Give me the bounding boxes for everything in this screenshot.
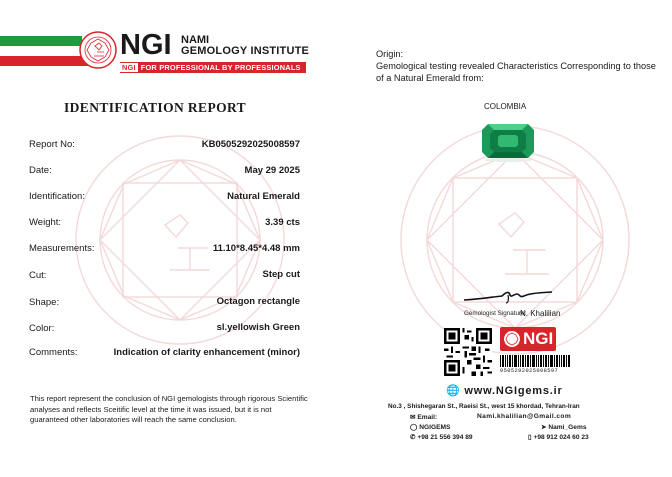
institute-name-line2: GEMOLOGY INSTITUTE xyxy=(181,45,310,57)
instagram-icon: ◯ xyxy=(410,424,418,431)
barcode-image xyxy=(500,355,570,367)
field-label-cut: Cut: xyxy=(29,270,47,281)
field-label-report-no: Report No: xyxy=(29,139,75,150)
email-label: Email: xyxy=(417,414,438,421)
signature-label: Gemologist Signature: xyxy=(464,310,527,317)
left-watermark-seal xyxy=(70,130,290,350)
institute-name-line1: NAMI xyxy=(181,34,210,46)
globe-icon: 🌐 xyxy=(446,385,461,397)
website-line xyxy=(446,384,563,397)
field-label-date: Date: xyxy=(29,165,52,176)
ngi-badge-emblem-icon xyxy=(503,330,521,348)
ngi-badge xyxy=(500,327,556,351)
tagline-text: FOR PROFESSIONAL BY PROFESSIONALS xyxy=(140,63,301,72)
telegram-text: Nami_Gems xyxy=(548,424,587,431)
phone-icon: ✆ xyxy=(410,434,416,441)
website-text: www.NGIgems.ir xyxy=(464,385,563,397)
instagram-text: NGIGEMS xyxy=(419,424,451,431)
flag-stripe-green xyxy=(0,36,82,46)
mobile-line xyxy=(528,433,589,441)
signature-name: N. Khalilian xyxy=(520,309,561,318)
field-label-comments: Comments: xyxy=(29,347,78,358)
instagram-line xyxy=(410,423,450,431)
ngi-emblem-icon xyxy=(78,30,118,70)
telegram-line xyxy=(541,423,587,431)
field-label-shape: Shape: xyxy=(29,297,60,308)
ngi-logo-text: NGI xyxy=(120,29,172,61)
tagline-bar xyxy=(120,62,306,73)
origin-country: COLOMBIA xyxy=(484,102,527,111)
mobile-text: +98 912 024 60 23 xyxy=(533,434,589,441)
field-value-measurements: 11.10*8.45*4.48 mm xyxy=(212,243,300,254)
ngi-badge-text: NGI xyxy=(523,329,554,348)
emerald-gem-image xyxy=(480,122,536,162)
qr-code-image xyxy=(444,328,492,376)
email-value: Nami.khalilian@Gmail.com xyxy=(477,413,572,420)
field-value-cut: Step cut xyxy=(262,269,300,280)
disclaimer-text: This report represent the conclusion of NGI gemologists through rigorous Scientific analyses and reflects Sceitific level at the time it was issued, but it is not guaranteed other laboratories will reach the same conclusion. xyxy=(30,394,308,424)
field-value-comments: Indication of clarity enhancement (minor) xyxy=(113,347,300,358)
phone-line xyxy=(410,433,473,441)
field-value-report-no: KB0505292025008597 xyxy=(201,139,300,150)
tagline-ngi: NGI xyxy=(122,63,136,72)
mail-icon: ✉ xyxy=(410,414,416,421)
field-value-date: May 29 2025 xyxy=(244,165,300,176)
phone-text: +98 21 556 394 89 xyxy=(417,434,473,441)
field-label-measurements: Measurements: xyxy=(29,243,95,254)
field-value-color: sl.yellowish Green xyxy=(216,322,300,333)
field-value-identification: Natural Emerald xyxy=(227,191,300,202)
signature-image xyxy=(462,288,557,306)
field-label-identification: Identification: xyxy=(29,191,85,202)
telegram-icon: ➤ xyxy=(541,424,547,431)
origin-heading: Origin: xyxy=(376,49,404,59)
report-title: IDENTIFICATION REPORT xyxy=(64,100,247,115)
email-line xyxy=(410,413,437,421)
field-label-color: Color: xyxy=(29,323,55,334)
field-label-weight: Weight: xyxy=(29,217,62,228)
field-value-shape: Octagon rectangle xyxy=(216,296,300,307)
barcode-number: 0505292025008597 xyxy=(500,368,559,374)
origin-text: Gemological testing revealed Characteristics Corresponding to those of a Natural Emerald from: xyxy=(376,61,656,83)
mobile-icon: ▯ xyxy=(528,434,532,441)
address-text: No.3 , Shishegaran St., Raeisi St., west 15 khordad, Tehran-Iran xyxy=(388,403,580,410)
field-value-weight: 3.39 cts xyxy=(265,217,300,228)
origin-block xyxy=(376,48,656,84)
